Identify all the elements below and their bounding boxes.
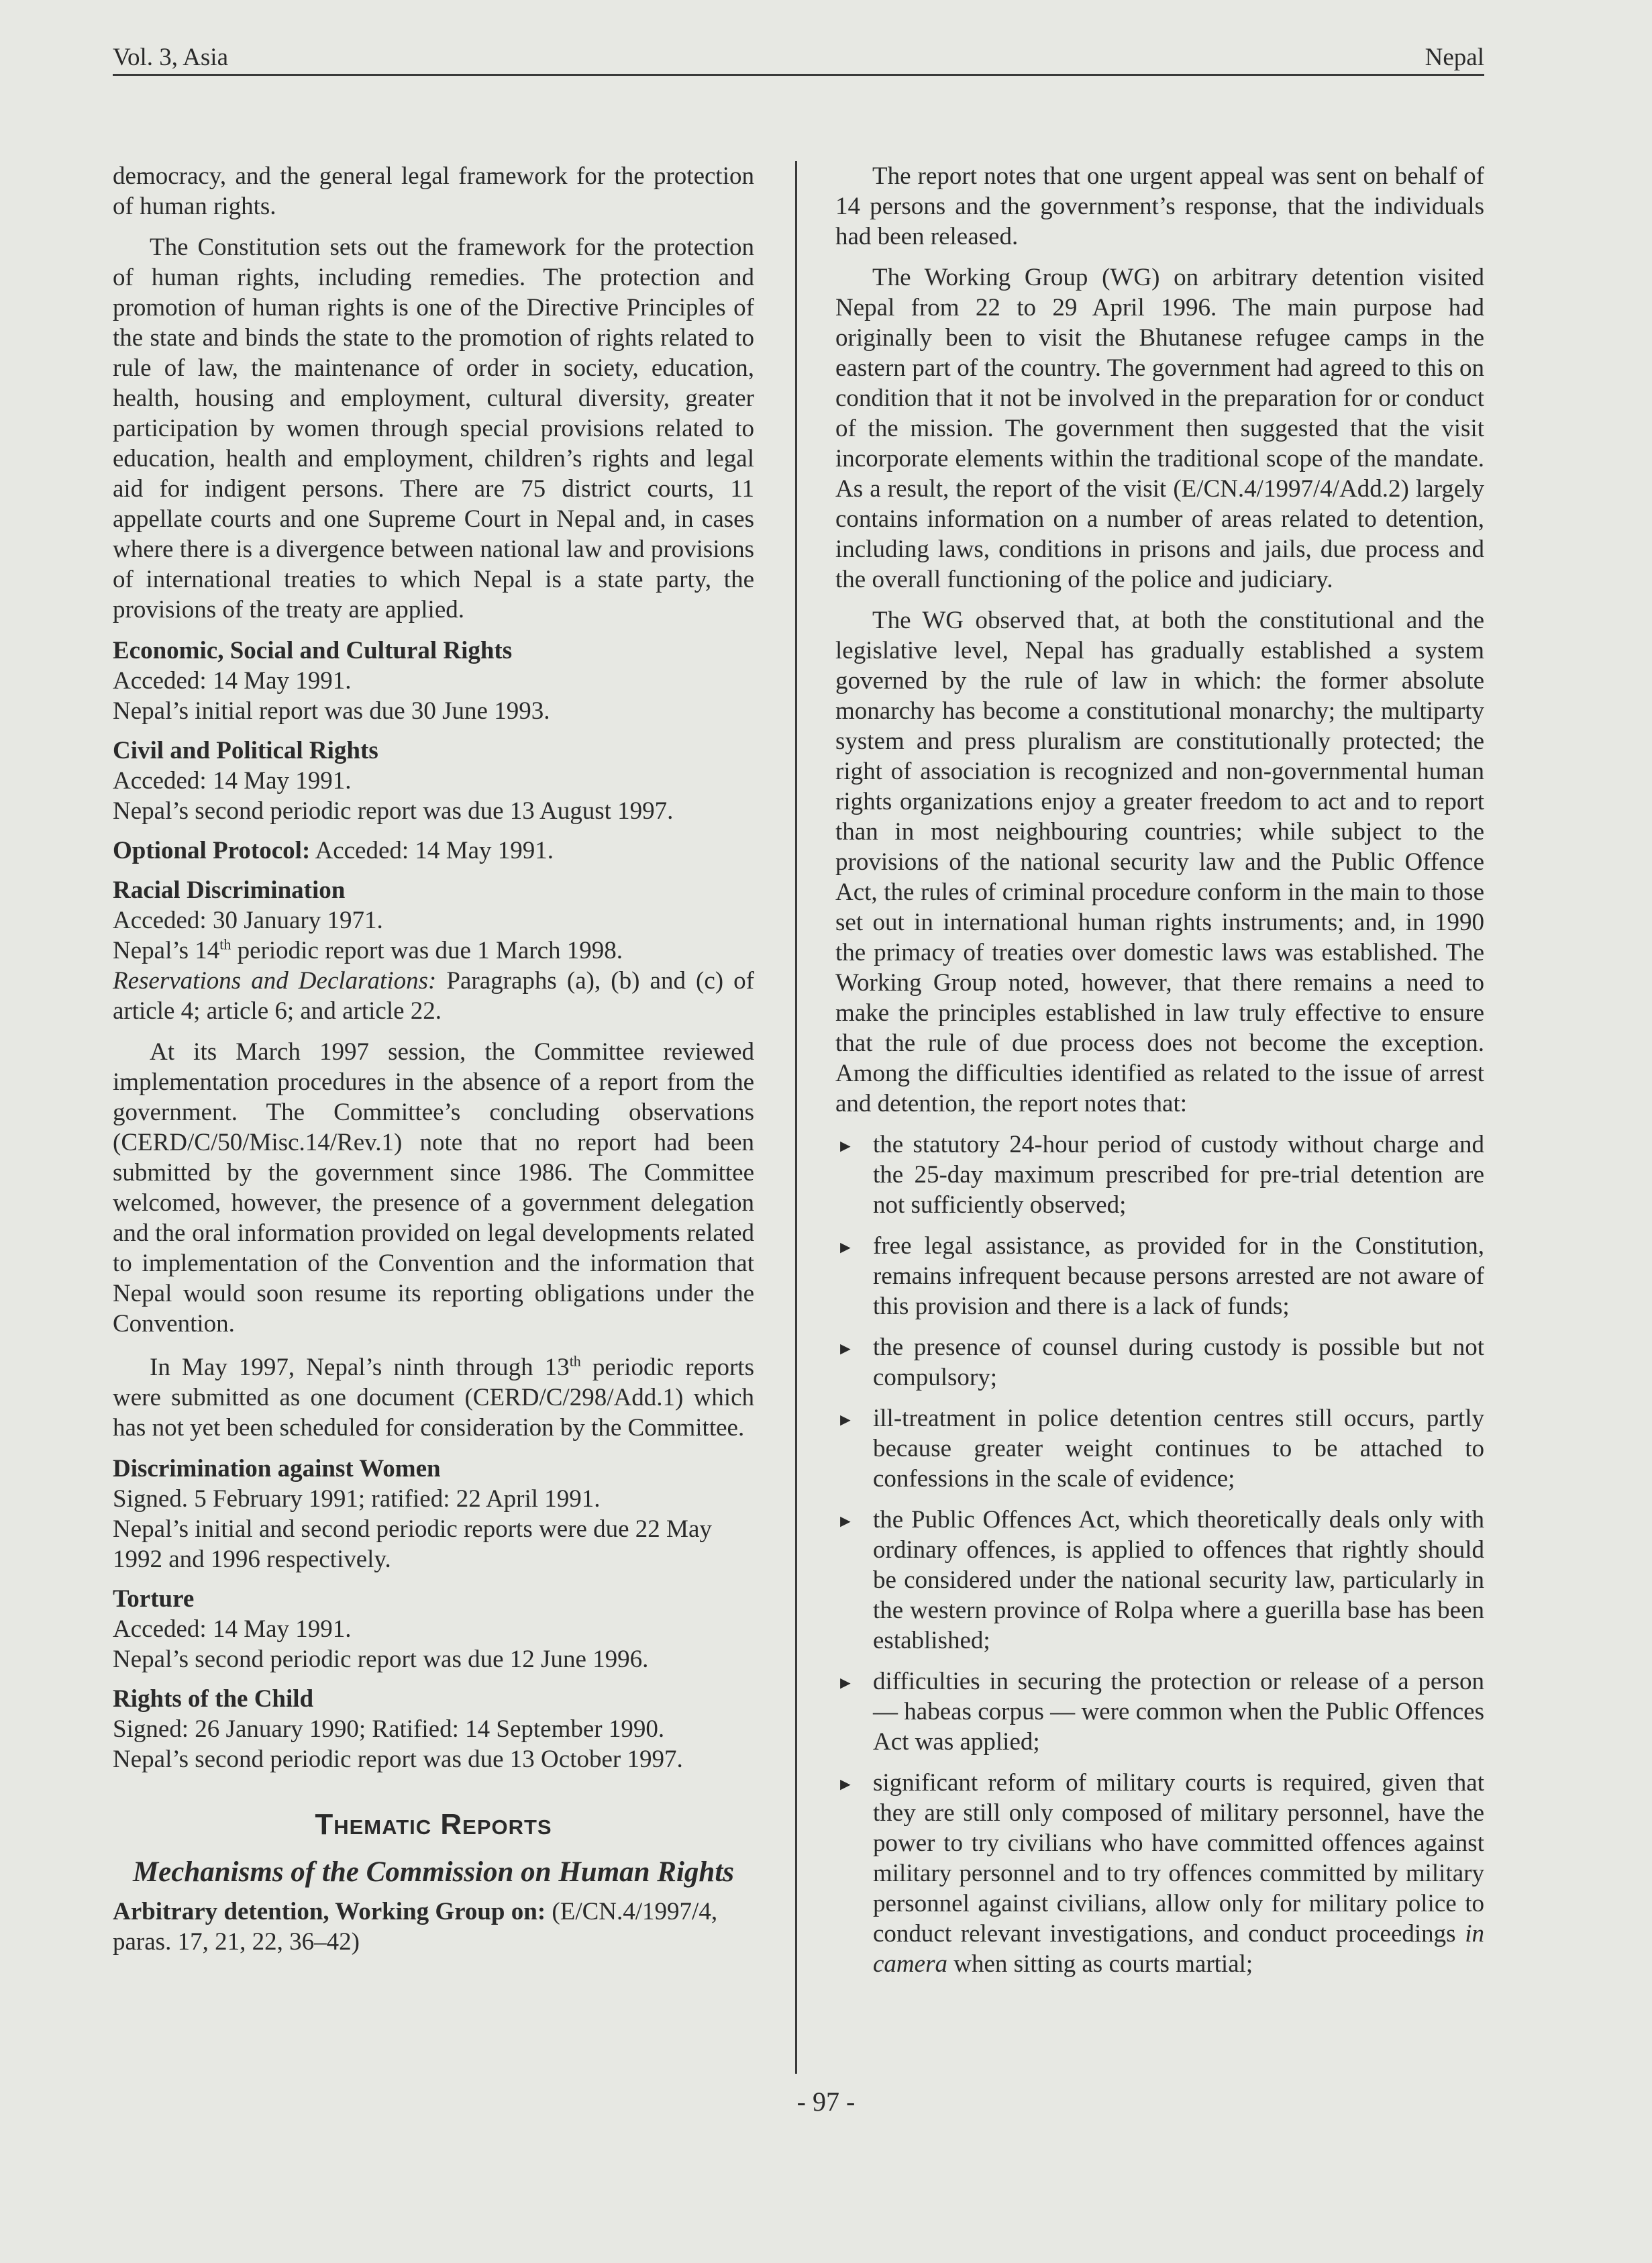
header-volume: Vol. 3, Asia — [113, 44, 229, 71]
bullet-triangle-icon: ► — [837, 1673, 854, 1693]
paragraph-urgent-appeal: The report notes that one urgent appeal was sent on behalf of 14 persons and the government’s response, that the individuals had been released. — [835, 162, 1484, 250]
bullet-triangle-icon: ► — [837, 1511, 854, 1531]
section-cpr — [113, 736, 754, 826]
rd-paragraph-reports-sup: th — [569, 1352, 581, 1370]
list-item-text: difficulties in securing the protection or release of a person — habeas corpus — were common when the Public Offences Act was applied; — [873, 1668, 1484, 1756]
section-racial-discrimination — [113, 875, 754, 1443]
rd-accession: Acceded: 30 January 1971. — [113, 907, 383, 934]
section-rights-child — [113, 1684, 754, 1774]
arbitrary-detention-line — [113, 1897, 754, 1957]
dw-signed: Signed. 5 February 1991; ratified: 22 April 1991. — [113, 1485, 601, 1513]
list-item-text-end: when sitting as courts martial; — [947, 1950, 1253, 1978]
left-column — [113, 161, 754, 1957]
rd-paragraph-reports-b: periodic reports were submitted as one document (CERD/C/298/Add.1) which has not yet been scheduled for consideration by the Committee. — [113, 1354, 754, 1442]
rd-paragraph-reports-a: In May 1997, Nepal’s ninth through 13 — [150, 1354, 570, 1381]
rd-reservations — [113, 966, 754, 1026]
rd-report-text-2: periodic report was due 1 March 1998. — [231, 937, 623, 964]
torture-accession: Acceded: 14 May 1991. — [113, 1615, 352, 1643]
bullet-triangle-icon: ► — [837, 1774, 854, 1794]
section-torture — [113, 1584, 754, 1674]
paragraph-wg-observed: The WG observed that, at both the constitutional and the legislative level, Nepal has gradually established a system governed by the rule of law in which: the former absolute monarchy has become a constitutional monarchy; the multiparty system and press pluralism are constitutionally protected; the right of association is recognized and non-governmental human rights organizations enjoy a greater freedom to act and to report than in most neighbouring countries; while subject to the provisions of the national security law and the Public Offence Act, the rules of criminal procedure conform in the main to those set out in international human rights instruments; and, in 1990 the primacy of treaties over domestic laws was established. The Working Group noted, however, that there remains a need to make the principles established in law truly effective to ensure that the rule of due process does not become the exception. Among the difficulties identified as related to the issue of arrest and detention, the report notes that: — [835, 607, 1484, 1117]
running-header — [113, 42, 1484, 76]
rd-paragraph-session: At its March 1997 session, the Committee reviewed implementation procedures in the absence of a report from the government. The Committee’s concluding observations (CERD/C/50/Misc.14/Rev.1) note that no report had been submitted by the government since 1986. The Committee welcomed, however, the presence of a government delegation and the oral information provided on legal developments related to implementation of the Convention and the information that Nepal would soon resume its reporting obligations under the Convention. — [113, 1038, 754, 1338]
section-discrimination-women — [113, 1454, 754, 1574]
list-item — [835, 1231, 1484, 1321]
list-item-text: the presence of counsel during custody is possible but not compulsory; — [873, 1334, 1484, 1391]
list-item — [835, 1403, 1484, 1494]
list-item — [835, 1332, 1484, 1393]
bullet-triangle-icon: ► — [837, 1339, 854, 1358]
rd-reservations-label: Reservations and Declarations: — [113, 967, 437, 995]
difficulties-list — [835, 1129, 1484, 1979]
section-optional-protocol — [113, 836, 754, 866]
torture-report: Nepal’s second periodic report was due 12 June 1996. — [113, 1646, 649, 1673]
list-item-text: significant reform of military courts is required, given that they are still only composed of military personnel, have the power to try civilians who have committed offences against military personnel and to try offences committed by military personnel against civilians, allow only for military police to conduct relevant investigations, and conduct proceedings — [873, 1769, 1484, 1948]
arbitrary-detention-ref: (E/CN.4/1997/4, paras. 17, 21, 22, 36–42) — [113, 1898, 718, 1956]
dw-report: Nepal’s initial and second periodic reports were due 22 May 1992 and 1996 respectively. — [113, 1515, 712, 1573]
optional-protocol-text: Acceded: 14 May 1991. — [310, 837, 554, 864]
section-title-torture: Torture — [113, 1585, 195, 1613]
bullet-triangle-icon: ► — [837, 1410, 854, 1429]
section-title-rc: Rights of the Child — [113, 1685, 314, 1713]
section-title-cpr: Civil and Political Rights — [113, 737, 378, 764]
column-divider — [795, 161, 797, 2074]
heading-mechanisms: Mechanisms of the Commission on Human Rights — [132, 1856, 735, 1888]
arbitrary-detention-title: Arbitrary detention, Working Group on: — [113, 1898, 546, 1925]
rd-report-sup: th — [219, 936, 231, 953]
section-title-dw: Discrimination against Women — [113, 1455, 441, 1482]
section-title-escr: Economic, Social and Cultural Rights — [113, 637, 513, 664]
rd-paragraph-reports — [113, 1352, 754, 1443]
list-item-italic: in camera — [873, 1920, 1484, 1978]
right-column — [835, 161, 1484, 1990]
optional-protocol-line — [113, 836, 754, 866]
page-number: - 97 - — [796, 2086, 856, 2117]
list-item-text: the statutory 24-hour period of custody without charge and the 25-day maximum prescribed for pre-trial detention are not sufficiently observed; — [873, 1131, 1484, 1219]
list-item — [835, 1768, 1484, 1979]
bullet-triangle-icon: ► — [837, 1238, 854, 1257]
escr-accession: Acceded: 14 May 1991. — [113, 667, 352, 695]
list-item — [835, 1129, 1484, 1220]
paragraph-constitution: The Constitution sets out the framework for the protection of human rights, including remedies. The protection and promotion of human rights is one of the Directive Principles of the state and binds the state to the promotion of rights related to rule of law, the maintenance of order in society, education, health, housing and employment, cultural diversity, greater participation by women through special provisions related to education, health and employment, children’s rights and legal aid for indigent persons. There are 75 district courts, 11 appellate courts and one Supreme Court in Nepal and, in cases where there is a divergence between national law and provisions of international treaties to which Nepal is a state party, the provisions of the treaty are applied. — [113, 234, 754, 623]
rd-report — [113, 936, 754, 966]
section-title-rd: Racial Discrimination — [113, 876, 346, 904]
rc-signed: Signed: 26 January 1990; Ratified: 14 September 1990. — [113, 1715, 665, 1743]
paragraph-wg-visit: The Working Group (WG) on arbitrary detention visited Nepal from 22 to 29 April 1996. The main purpose had originally been to visit the Bhutanese refugee camps in the eastern part of the country. The government had agreed to this on condition that it not be involved in the preparation for or conduct of the mission. The government then suggested that the visit incorporate elements within the traditional scope of the mandate. As a result, the report of the visit (E/CN.4/1997/4/Add.2) largely contains information on a number of areas related to detention, including laws, conditions in prisons and jails, due process and the overall functioning of the police and judiciary. — [835, 264, 1484, 593]
list-item — [835, 1666, 1484, 1757]
rd-report-text: Nepal’s 14 — [113, 937, 220, 964]
list-item — [835, 1505, 1484, 1656]
list-item-text: ill-treatment in police detention centres still occurs, partly because greater weight continues to be attached to confessions in the scale of evidence; — [873, 1405, 1484, 1493]
list-item-text: the Public Offences Act, which theoretically deals only with ordinary offences, is applied to offences that rightly should be considered under the national security law, particularly in the western province of Rolpa where a guerilla base has been established; — [873, 1506, 1484, 1654]
section-escr — [113, 636, 754, 726]
rd-reservations-text: Paragraphs (a), (b) and (c) of article 4; article 6; and article 22. — [113, 967, 754, 1025]
heading-thematic-reports: Thematic Reports — [315, 1808, 552, 1841]
paragraph-intro-cont: democracy, and the general legal framework for the protection of human rights. — [113, 162, 754, 220]
rc-report: Nepal’s second periodic report was due 13 October 1997. — [113, 1746, 683, 1773]
cpr-report: Nepal’s second periodic report was due 13 August 1997. — [113, 797, 674, 825]
section-title-optional-protocol: Optional Protocol: — [113, 837, 311, 864]
bullet-triangle-icon: ► — [837, 1136, 854, 1156]
list-item-text: free legal assistance, as provided for in the Constitution, remains infrequent because persons arrested are not aware of this provision and there is a lack of funds; — [873, 1232, 1484, 1320]
header-country: Nepal — [1425, 44, 1484, 71]
cpr-accession: Acceded: 14 May 1991. — [113, 767, 352, 795]
escr-report: Nepal’s initial report was due 30 June 1993. — [113, 697, 550, 725]
